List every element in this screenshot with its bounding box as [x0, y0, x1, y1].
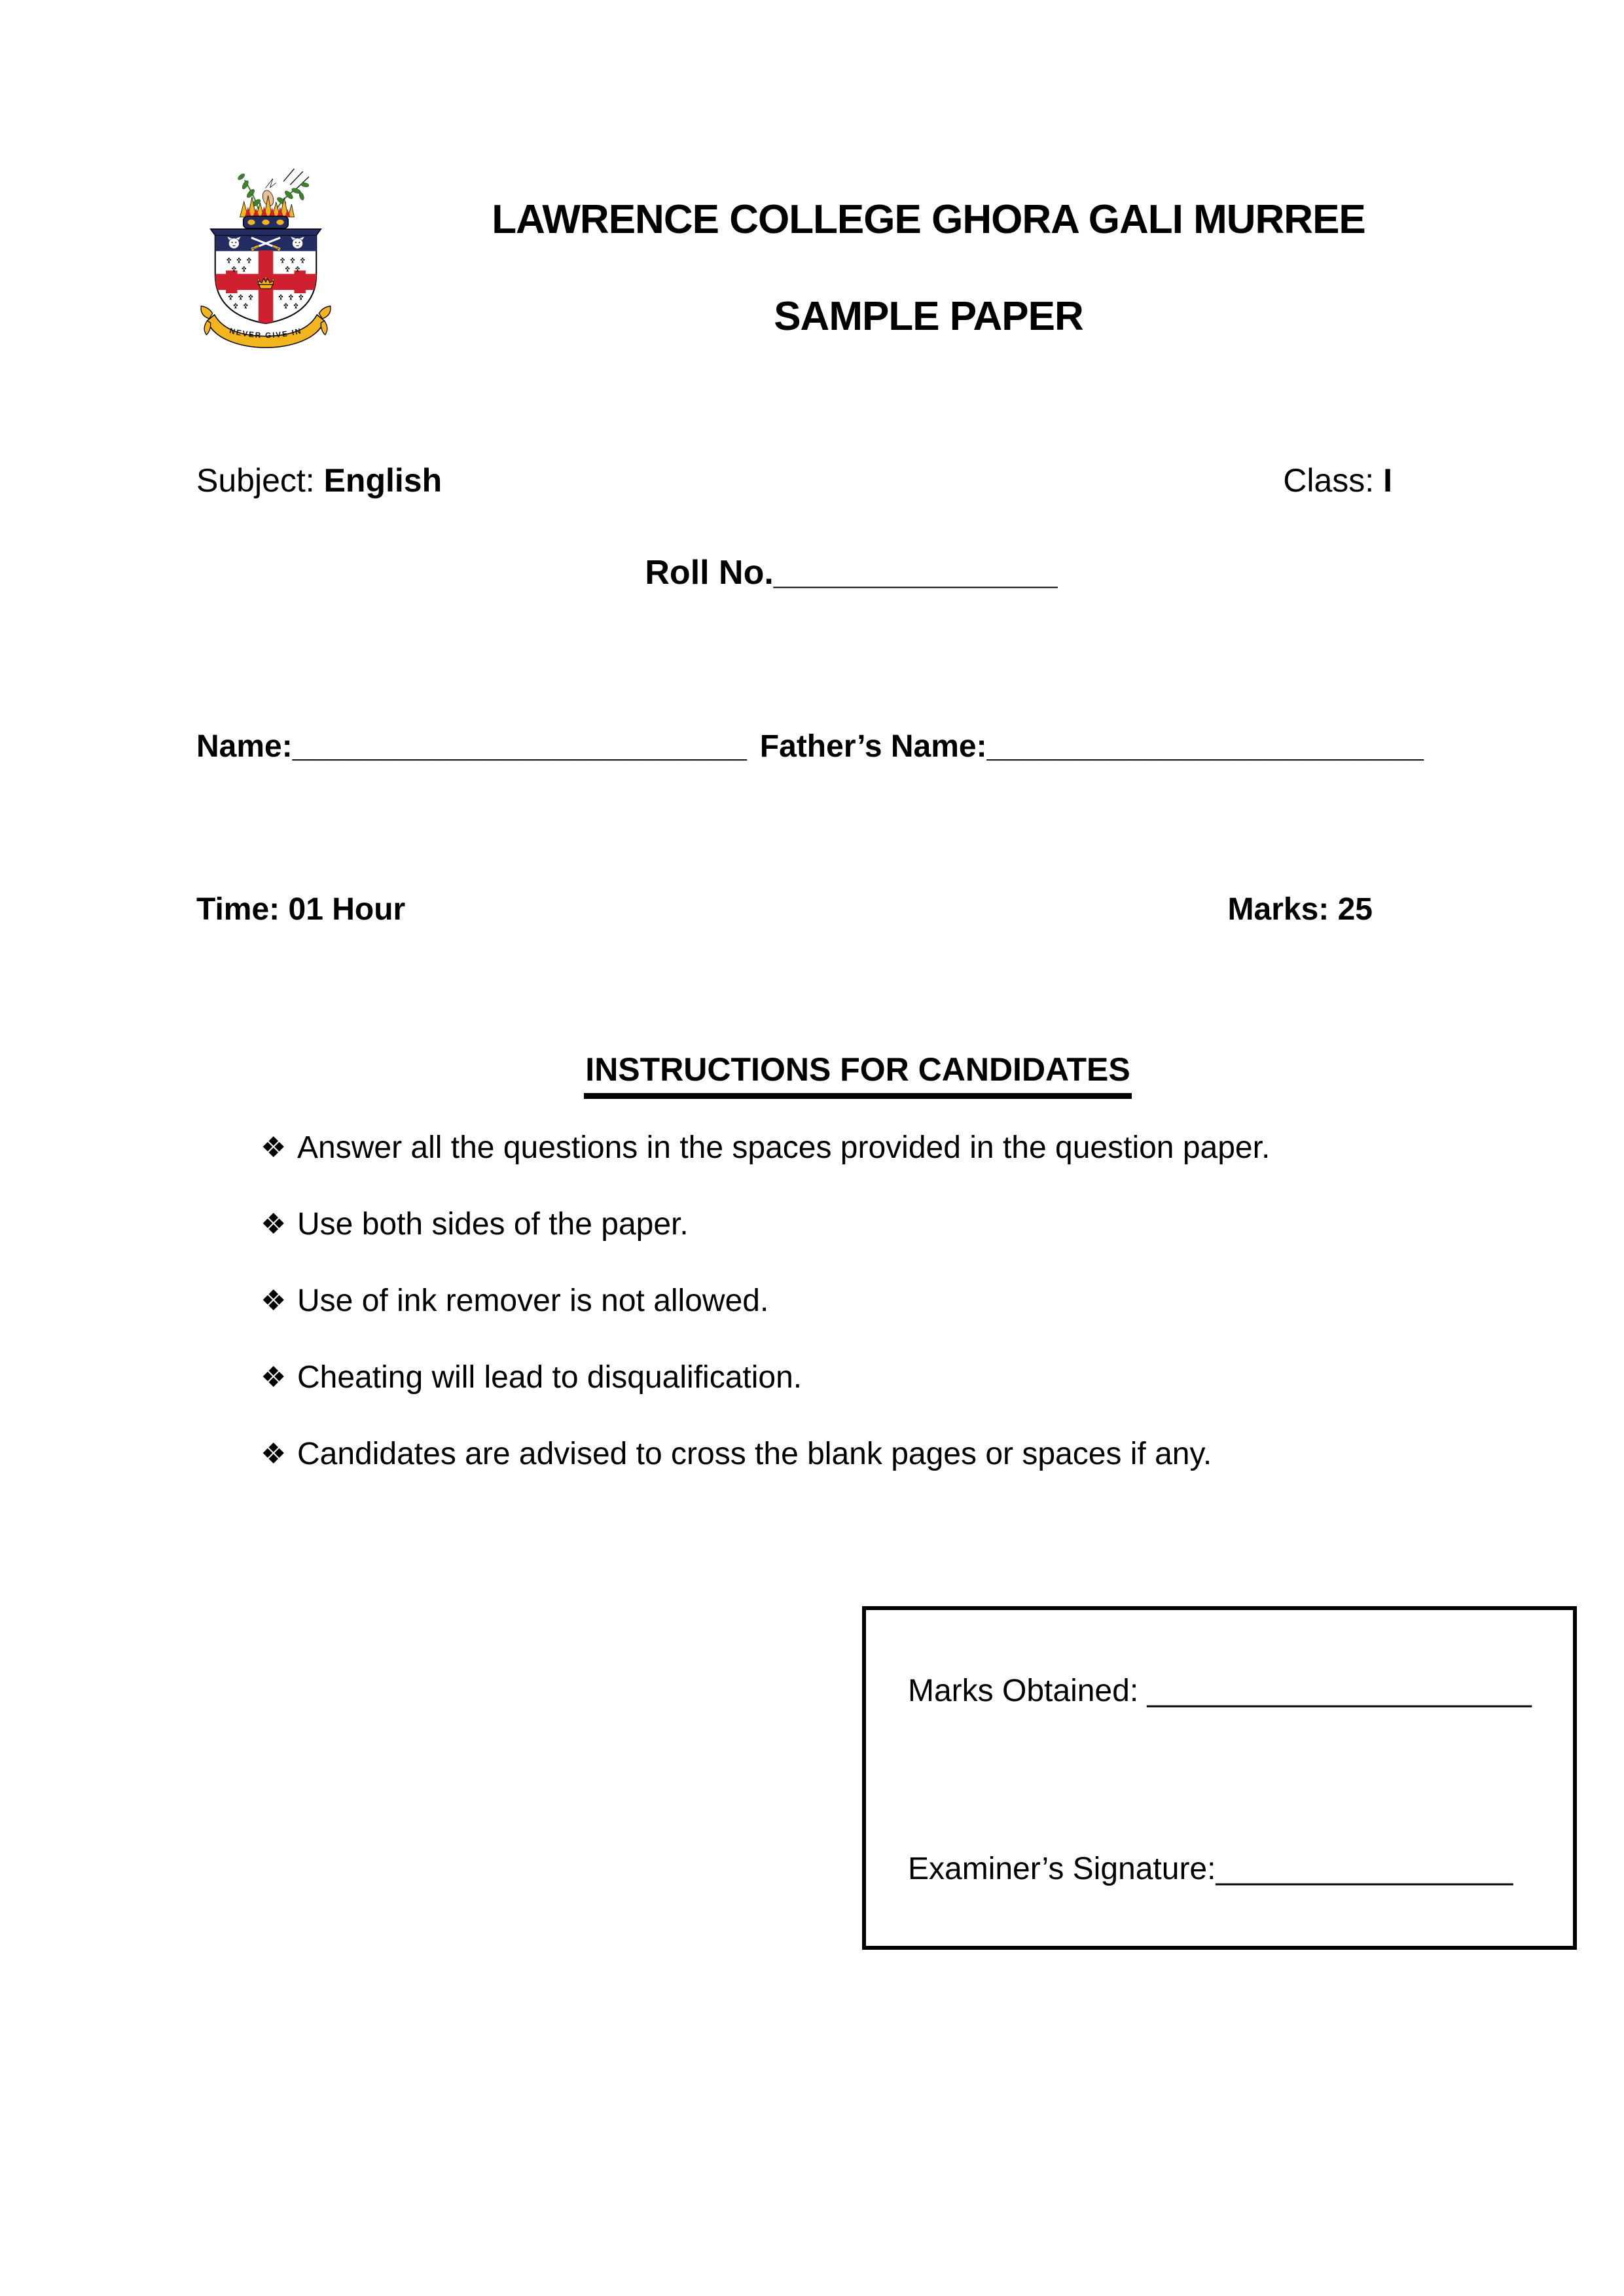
- diamond-bullet-icon: ❖: [261, 1285, 287, 1317]
- instruction-text: Cheating will lead to disqualification.: [297, 1360, 803, 1395]
- examiner-signature-label: Examiner’s Signature:: [908, 1852, 1216, 1886]
- instructions-heading-text: INSTRUCTIONS FOR CANDIDATES: [584, 1050, 1131, 1099]
- paper-type-subtitle: SAMPLE PAPER: [774, 294, 1083, 339]
- roll-no-label: Roll No.: [645, 554, 774, 592]
- instruction-text: Answer all the questions in the spaces provided in the question paper.: [297, 1130, 1271, 1165]
- name-row: [196, 728, 1480, 766]
- subject-value: English: [323, 462, 442, 499]
- instruction-item: [261, 1130, 1513, 1166]
- marks-field: [1228, 891, 1373, 927]
- time-label: Time:: [196, 892, 280, 927]
- instruction-text: Use of ink remover is not allowed.: [297, 1283, 769, 1318]
- examiner-score-box: [862, 1606, 1577, 1950]
- time-marks-row: [196, 891, 1373, 927]
- time-field: [196, 891, 405, 927]
- marks-obtained-label: Marks Obtained:: [908, 1674, 1139, 1708]
- diamond-bullet-icon: ❖: [261, 1361, 287, 1393]
- time-value: 01 Hour: [288, 892, 406, 927]
- class-value: I: [1383, 462, 1392, 499]
- marks-value: 25: [1337, 892, 1373, 927]
- roll-no-blank-line: _______________: [773, 554, 1058, 592]
- class-field: [1283, 462, 1392, 500]
- instructions-heading: [0, 1050, 1624, 1099]
- diamond-bullet-icon: ❖: [261, 1132, 287, 1164]
- class-label: Class:: [1283, 462, 1375, 499]
- instruction-item: [261, 1283, 1513, 1319]
- subject-label: Subject:: [196, 462, 315, 499]
- marks-obtained-field: [908, 1673, 1532, 1710]
- roll-no-field: [0, 554, 1624, 593]
- name-label: Name:: [196, 729, 293, 764]
- instructions-list: [261, 1130, 1513, 1513]
- instruction-item: [261, 1359, 1513, 1396]
- instruction-text: Use both sides of the paper.: [297, 1207, 689, 1242]
- examiner-signature-field: [908, 1851, 1513, 1888]
- marks-obtained-blank-line: ______________________: [1138, 1674, 1532, 1708]
- examiner-signature-blank-line: _________________: [1216, 1852, 1513, 1886]
- instruction-item: [261, 1206, 1513, 1243]
- subject-field: [196, 462, 442, 500]
- diamond-bullet-icon: ❖: [261, 1438, 287, 1470]
- college-name-title: LAWRENCE COLLEGE GHORA GALI MURREE: [492, 197, 1365, 242]
- father-name-blank-line: _________________________: [986, 729, 1424, 764]
- father-name-label: Father’s Name:: [759, 729, 987, 764]
- instruction-text: Candidates are advised to cross the blank pages or spaces if any.: [297, 1437, 1212, 1471]
- subject-class-row: [196, 462, 1392, 500]
- name-blank-line: __________________________: [292, 729, 747, 764]
- instruction-item: [261, 1436, 1513, 1473]
- diamond-bullet-icon: ❖: [261, 1208, 287, 1240]
- marks-label: Marks:: [1227, 892, 1329, 927]
- crest-motto-text: NEVER GIVE IN: [228, 326, 303, 340]
